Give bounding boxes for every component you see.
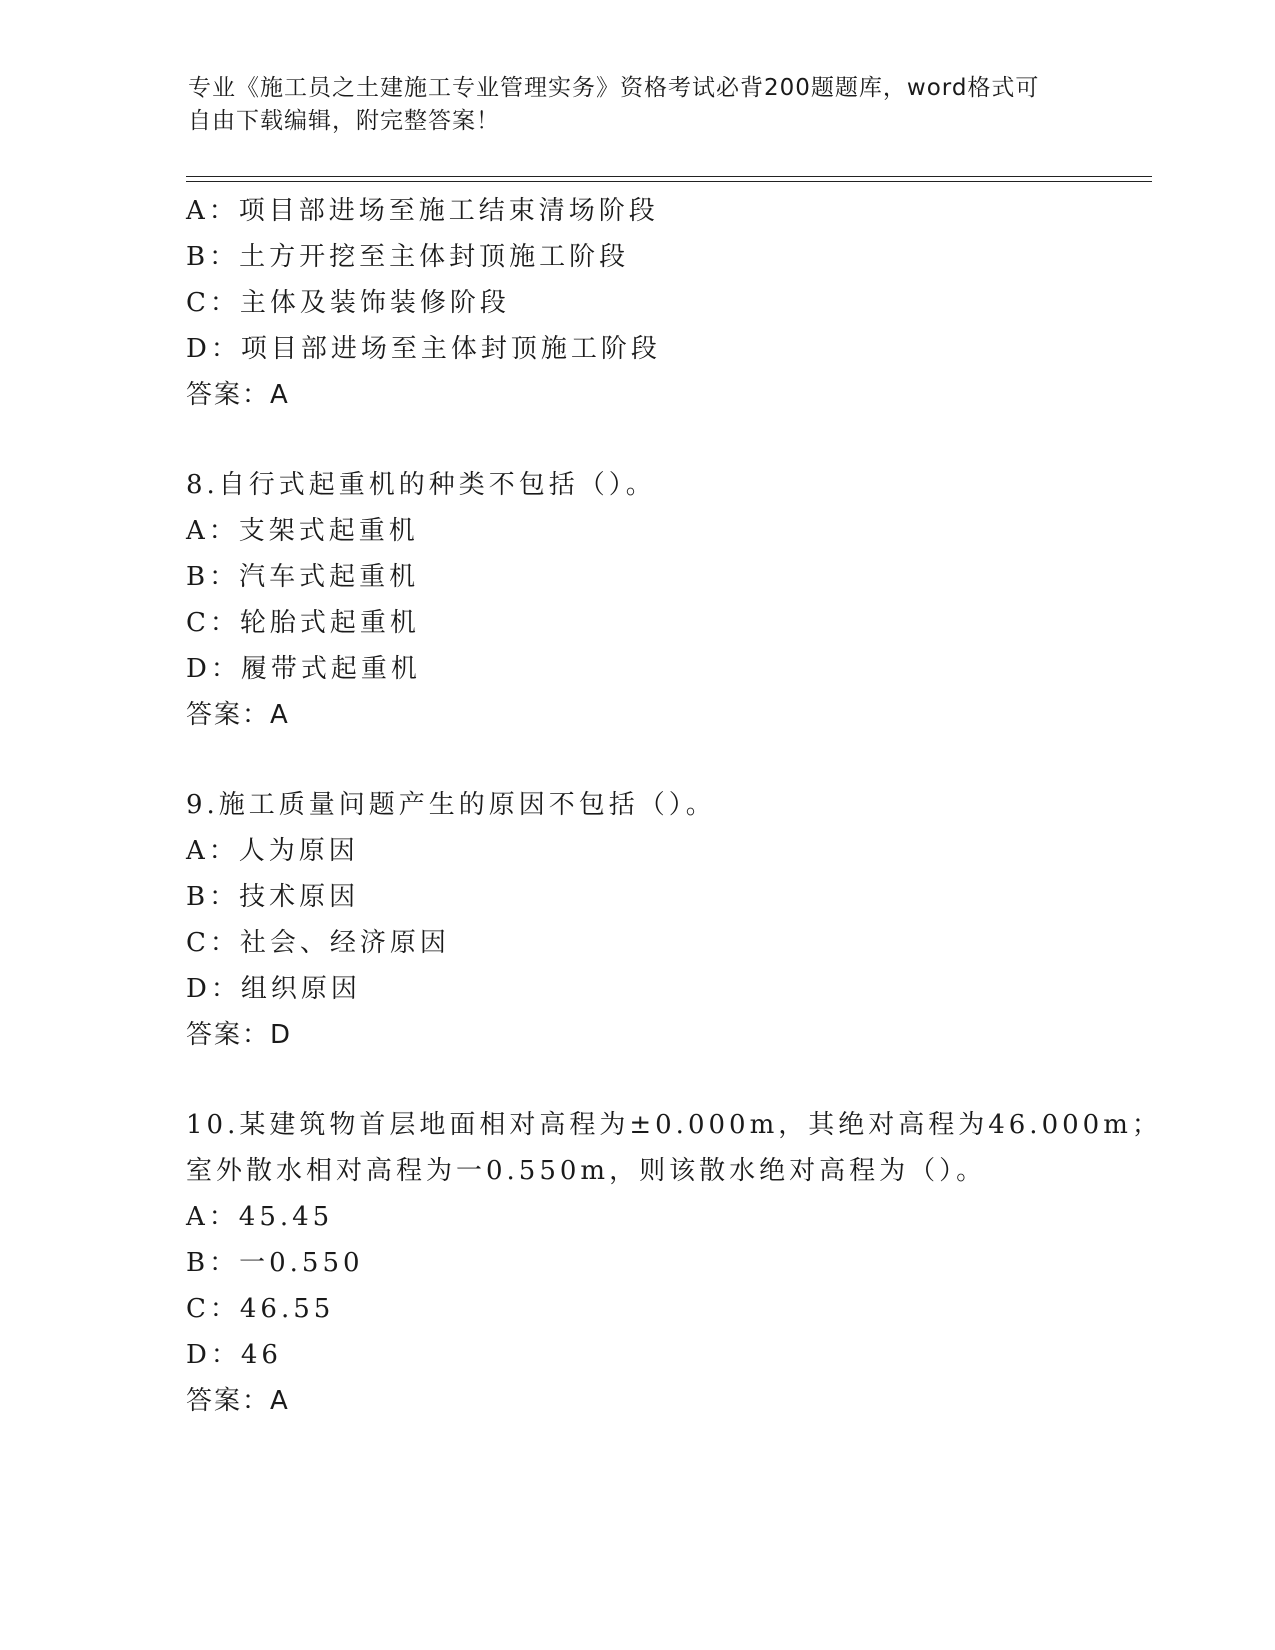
question-block-10 (186, 1102, 1162, 1424)
option-d: D：履带式起重机 (186, 654, 421, 684)
question-block-9 (186, 782, 1146, 1058)
question-text: 8.自行式起重机的种类不包括（）。 (186, 470, 656, 500)
question-text-line-1: 10.某建筑物首层地面相对高程为±0.000m，其绝对高程为46.000m； (186, 1110, 1162, 1140)
header-line-2: 自由下载编辑，附完整答案！ (188, 108, 500, 134)
question-block-7 (186, 188, 1146, 418)
header-divider-bottom (186, 181, 1152, 182)
option-a: A：人为原因 (186, 836, 359, 866)
option-d: D：项目部进场至主体封顶施工阶段 (186, 334, 661, 364)
option-b: B：汽车式起重机 (186, 562, 420, 592)
question-block-8 (186, 462, 1146, 738)
answer-label: 答案：A (186, 1386, 290, 1416)
option-b: B：技术原因 (186, 882, 360, 912)
answer-label: 答案：A (186, 700, 290, 730)
option-d: D：46 (186, 1340, 282, 1370)
option-c: C：社会、经济原因 (186, 928, 450, 958)
option-c: C：主体及装饰装修阶段 (186, 288, 510, 318)
option-a: A：支架式起重机 (186, 516, 419, 546)
answer-label: 答案：D (186, 1020, 293, 1050)
question-list (186, 188, 1162, 1424)
option-a: A：项目部进场至施工结束清场阶段 (186, 196, 659, 226)
option-c: C：轮胎式起重机 (186, 608, 420, 638)
option-b: B：土方开挖至主体封顶施工阶段 (186, 242, 630, 272)
question-text: 9.施工质量问题产生的原因不包括（）。 (186, 790, 716, 820)
question-text-line-2: 室外散水相对高程为一0.550m，则该散水绝对高程为（）。 (186, 1156, 987, 1186)
document-header (188, 72, 1088, 138)
answer-label: 答案：A (186, 380, 290, 410)
option-a: A：45.45 (186, 1202, 334, 1232)
option-b: B：一0.550 (186, 1248, 364, 1278)
header-line-1: 专业《施工员之土建施工专业管理实务》资格考试必背200题题库，word格式可 (188, 75, 1040, 101)
header-divider-top (186, 176, 1152, 177)
option-d: D：组织原因 (186, 974, 361, 1004)
option-c: C：46.55 (186, 1294, 335, 1324)
